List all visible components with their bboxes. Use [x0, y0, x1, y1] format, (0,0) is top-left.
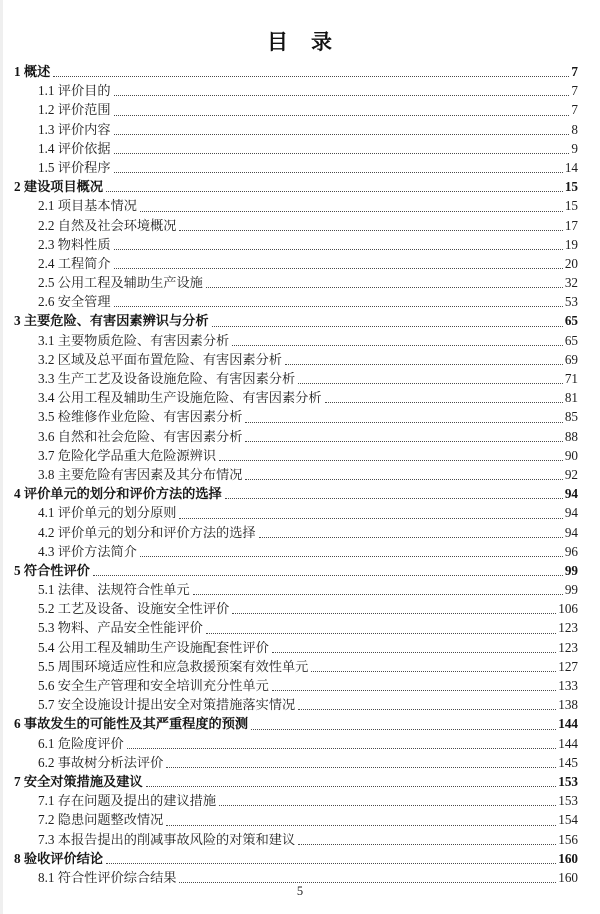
toc-entry[interactable] — [14, 638, 578, 657]
dot-leader — [219, 805, 556, 806]
toc-entry-label: 3.5 检维修作业危险、有害因素分析 — [38, 409, 243, 425]
toc-entry-page-number: 160 — [558, 850, 578, 866]
dot-leader — [232, 345, 563, 346]
dot-leader — [245, 422, 562, 423]
toc-entry[interactable] — [14, 369, 578, 388]
dot-leader — [285, 364, 563, 365]
toc-entry[interactable] — [14, 791, 578, 810]
toc-entry-label: 7.1 存在问题及提出的建议措施 — [38, 793, 217, 809]
toc-entry-label: 3.4 公用工程及辅助生产设施危险、有害因素分析 — [38, 390, 322, 406]
dot-leader — [53, 76, 569, 77]
toc-entry[interactable] — [14, 427, 578, 446]
dot-leader — [225, 498, 563, 499]
toc-entry-page-number: 88 — [564, 428, 578, 444]
dot-leader — [298, 383, 563, 384]
toc-entry-label: 2.5 公用工程及辅助生产设施 — [38, 275, 203, 291]
toc-entry-page-number: 99 — [564, 562, 578, 578]
toc-entry-page-number: 144 — [558, 735, 578, 751]
toc-entry-label: 3 主要危险、有害因素辨识与分析 — [14, 313, 209, 329]
toc-entry-label: 1.5 评价程序 — [38, 159, 111, 175]
dot-leader — [140, 556, 563, 557]
toc-entry-label: 3.6 自然和社会危险、有害因素分析 — [38, 428, 243, 444]
toc-list — [14, 62, 578, 887]
toc-entry[interactable] — [14, 158, 578, 177]
toc-entry[interactable] — [14, 120, 578, 139]
toc-entry-label: 7 安全对策措施及建议 — [14, 773, 143, 789]
toc-entry-page-number: 71 — [564, 371, 578, 386]
toc-entry-label: 7.3 本报告提出的削减事故风险的对策和建议 — [38, 831, 296, 847]
dot-leader — [166, 767, 556, 768]
toc-entry-page-number: 92 — [564, 466, 578, 482]
toc-entry-page-number: 7 — [571, 83, 578, 99]
toc-entry-page-number: 14 — [564, 159, 578, 175]
toc-entry[interactable] — [14, 676, 578, 695]
dot-leader — [179, 230, 562, 231]
toc-entry-page-number: 144 — [558, 716, 578, 732]
toc-entry[interactable] — [14, 695, 578, 714]
dot-leader — [259, 537, 563, 538]
toc-entry[interactable] — [14, 273, 578, 292]
toc-entry-label: 5.5 周围环境适应性和应急救援预案有效性单元 — [38, 658, 309, 674]
toc-entry-label: 4.1 评价单元的划分原则 — [38, 505, 177, 521]
toc-entry-label: 1 概述 — [14, 64, 51, 79]
toc-entry[interactable] — [14, 734, 578, 753]
toc-entry[interactable] — [14, 849, 578, 868]
toc-entry-label: 7.2 隐患问题整改情况 — [38, 812, 164, 828]
dot-leader — [325, 402, 563, 403]
toc-entry[interactable] — [14, 81, 578, 100]
toc-entry-label: 2 建设项目概况 — [14, 179, 104, 195]
toc-entry-label: 2.4 工程简介 — [38, 255, 111, 271]
dot-leader — [245, 441, 562, 442]
dot-leader — [272, 652, 556, 653]
toc-entry[interactable] — [14, 561, 578, 580]
dot-leader — [106, 191, 563, 192]
toc-entry[interactable] — [14, 580, 578, 599]
toc-entry-page-number: 106 — [558, 601, 578, 617]
toc-entry[interactable] — [14, 599, 578, 618]
dot-leader — [114, 172, 563, 173]
toc-entry[interactable] — [14, 196, 578, 215]
toc-entry[interactable] — [14, 254, 578, 273]
dot-leader — [166, 825, 556, 826]
toc-entry-page-number: 32 — [564, 275, 578, 291]
toc-entry-label: 5 符合性评价 — [14, 562, 90, 578]
toc-entry-page-number: 153 — [558, 773, 578, 789]
toc-entry[interactable] — [14, 618, 578, 637]
toc-entry-page-number: 7 — [571, 102, 578, 118]
dot-leader — [114, 134, 570, 135]
dot-leader — [206, 287, 563, 288]
toc-entry-page-number: 160 — [558, 869, 578, 885]
toc-entry[interactable] — [14, 331, 578, 350]
dot-leader — [179, 882, 556, 883]
toc-entry[interactable] — [14, 235, 578, 254]
dot-leader — [114, 115, 570, 116]
toc-entry-label: 3.3 生产工艺及设备设施危险、有害因素分析 — [38, 371, 296, 386]
toc-entry-label: 5.4 公用工程及辅助生产设施配套性评价 — [38, 639, 269, 655]
toc-entry-label: 2.6 安全管理 — [38, 294, 111, 310]
toc-entry-label: 2.2 自然及社会环境概况 — [38, 217, 177, 233]
toc-entry-page-number: 94 — [564, 486, 578, 502]
toc-entry-label: 1.2 评价范围 — [38, 102, 111, 118]
page-title: 目 录 — [267, 30, 333, 54]
toc-entry[interactable] — [14, 62, 578, 81]
dot-leader — [232, 613, 556, 614]
toc-entry[interactable] — [14, 810, 578, 829]
toc-entry-page-number: 65 — [564, 332, 578, 348]
toc-entry[interactable] — [14, 292, 578, 311]
toc-entry-label: 1.4 评价依据 — [38, 140, 111, 156]
toc-entry-label: 6 事故发生的可能性及其严重程度的预测 — [14, 716, 249, 732]
toc-entry[interactable] — [14, 830, 578, 849]
toc-entry[interactable] — [14, 100, 578, 119]
toc-entry[interactable] — [14, 388, 578, 407]
toc-entry-page-number: 153 — [558, 793, 578, 809]
toc-entry-page-number: 154 — [558, 812, 578, 828]
toc-entry-label: 2.1 项目基本情况 — [38, 198, 137, 214]
dot-leader — [127, 748, 557, 749]
dot-leader — [114, 249, 563, 250]
toc-entry[interactable] — [14, 446, 578, 465]
toc-entry[interactable] — [14, 714, 578, 733]
toc-entry-page-number: 17 — [564, 217, 578, 233]
toc-entry-page-number: 90 — [564, 447, 578, 463]
toc-entry-page-number: 96 — [564, 543, 578, 559]
toc-entry-label: 2.3 物料性质 — [38, 236, 111, 252]
footer-page-number: 5 — [296, 884, 304, 898]
dot-leader — [193, 594, 563, 595]
toc-entry-page-number: 156 — [558, 831, 578, 847]
toc-entry-label: 5.1 法律、法规符合性单元 — [38, 582, 190, 598]
dot-leader — [114, 306, 563, 307]
toc-entry-label: 5.2 工艺及设备、设施安全性评价 — [38, 601, 230, 617]
toc-entry-label: 4.2 评价单元的划分和评价方法的选择 — [38, 524, 256, 540]
toc-entry[interactable] — [14, 503, 578, 522]
toc-entry[interactable] — [14, 216, 578, 235]
dot-leader — [114, 153, 570, 154]
dot-leader — [272, 690, 556, 691]
toc-entry[interactable] — [14, 772, 578, 791]
toc-entry-label: 1.3 评价内容 — [38, 121, 111, 137]
toc-entry-page-number: 127 — [558, 658, 578, 674]
toc-entry-label: 6.1 危险度评价 — [38, 735, 124, 751]
dot-leader — [114, 268, 563, 269]
toc-entry-page-number: 19 — [564, 236, 578, 252]
toc-entry-page-number: 15 — [564, 198, 578, 214]
dot-leader — [106, 863, 556, 864]
toc-entry-page-number: 65 — [564, 313, 578, 329]
toc-entry-page-number: 123 — [558, 620, 578, 636]
toc-entry-label: 3.2 区域及总平面布置危险、有害因素分析 — [38, 351, 282, 367]
toc-entry-label: 5.7 安全设施设计提出安全对策措施落实情况 — [38, 697, 296, 713]
toc-entry-label: 3.1 主要物质危险、有害因素分析 — [38, 332, 230, 348]
toc-entry[interactable] — [14, 139, 578, 158]
toc-entry-label: 4.3 评价方法简介 — [38, 543, 137, 559]
toc-entry[interactable] — [14, 311, 578, 330]
toc-entry-page-number: 85 — [564, 409, 578, 425]
toc-entry-page-number: 69 — [564, 351, 578, 367]
toc-entry-page-number: 81 — [564, 390, 578, 406]
toc-entry-page-number: 133 — [558, 678, 578, 693]
toc-entry[interactable] — [14, 753, 578, 772]
dot-leader — [179, 518, 562, 519]
toc-entry[interactable] — [14, 523, 578, 542]
toc-entry-page-number: 20 — [564, 255, 578, 271]
dot-leader — [140, 211, 563, 212]
toc-entry-page-number: 99 — [564, 582, 578, 598]
toc-entry[interactable] — [14, 177, 578, 196]
dot-leader — [298, 844, 556, 845]
dot-leader — [212, 326, 563, 327]
dot-leader — [206, 633, 556, 634]
dot-leader — [298, 709, 556, 710]
toc-entry-page-number: 145 — [558, 754, 578, 770]
toc-entry[interactable] — [14, 407, 578, 426]
toc-entry-label: 8 验收评价结论 — [14, 850, 104, 866]
toc-entry[interactable] — [14, 350, 578, 369]
toc-entry-label: 5.6 安全生产管理和安全培训充分性单元 — [38, 678, 269, 693]
toc-entry-label: 3.7 危险化学品重大危险源辨识 — [38, 447, 217, 463]
toc-entry-page-number: 138 — [558, 697, 578, 713]
toc-entry[interactable] — [14, 542, 578, 561]
toc-entry-label: 3.8 主要危险有害因素及其分布情况 — [38, 466, 243, 482]
toc-entry-page-number: 123 — [558, 639, 578, 655]
dot-leader — [251, 729, 556, 730]
dot-leader — [245, 479, 562, 480]
dot-leader — [219, 460, 563, 461]
dot-leader — [114, 95, 570, 96]
toc-entry-page-number: 94 — [564, 505, 578, 521]
toc-entry[interactable] — [14, 484, 578, 503]
page-left-scan-edge — [0, 0, 3, 914]
toc-entry-page-number: 8 — [571, 121, 578, 137]
toc-entry-label: 1.1 评价目的 — [38, 83, 111, 99]
toc-entry-page-number: 15 — [564, 179, 578, 195]
toc-entry-label: 6.2 事故树分析法评价 — [38, 754, 164, 770]
toc-entry[interactable] — [14, 657, 578, 676]
dot-leader — [93, 575, 563, 576]
dot-leader — [146, 786, 557, 787]
toc-entry-label: 8.1 符合性评价综合结果 — [38, 869, 177, 885]
toc-entry-page-number: 53 — [564, 294, 578, 310]
toc-entry-page-number: 7 — [571, 64, 578, 79]
toc-entry-label: 4 评价单元的划分和评价方法的选择 — [14, 486, 222, 502]
toc-entry-page-number: 9 — [571, 140, 578, 156]
dot-leader — [311, 671, 556, 672]
toc-entry-label: 5.3 物料、产品安全性能评价 — [38, 620, 203, 636]
toc-entry[interactable] — [14, 465, 578, 484]
toc-entry-page-number: 94 — [564, 524, 578, 540]
